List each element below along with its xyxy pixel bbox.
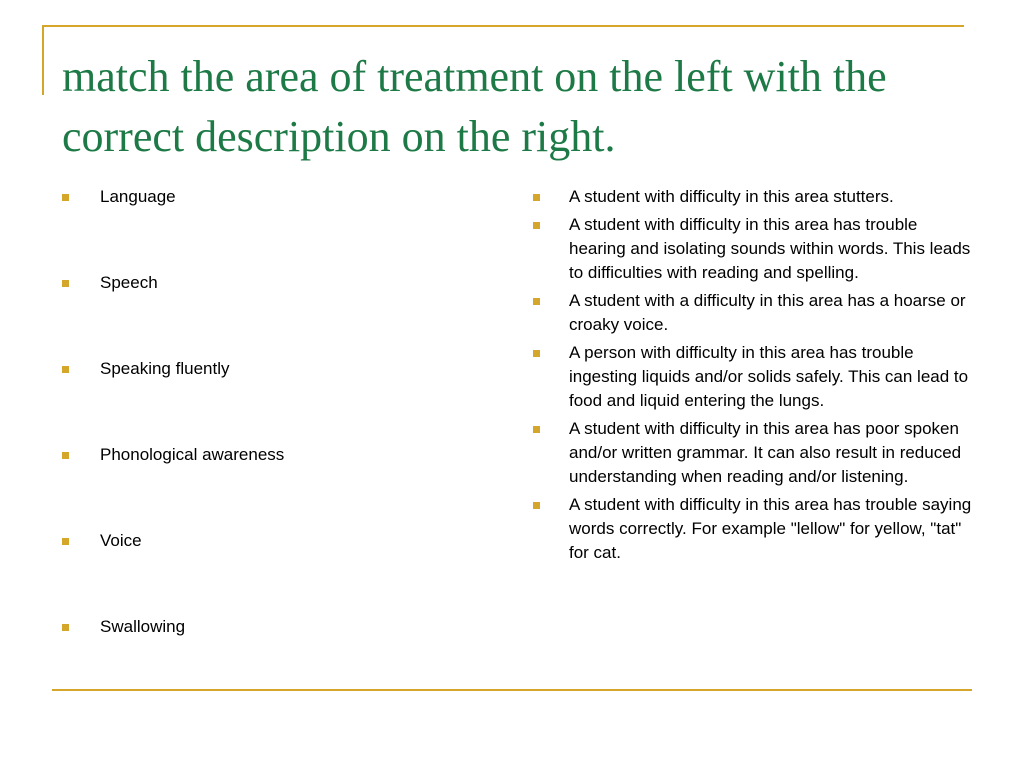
square-bullet-icon	[62, 194, 69, 201]
frame-bottom-rule	[52, 689, 972, 691]
area-label: Voice	[100, 531, 142, 550]
frame-top-rule	[42, 25, 964, 27]
square-bullet-icon	[62, 452, 69, 459]
slide-title: match the area of treatment on the left with the correct description on the right.	[62, 52, 887, 161]
area-label: Phonological awareness	[100, 445, 285, 464]
list-item	[533, 417, 973, 489]
frame-left-rule	[42, 25, 44, 95]
list-item	[62, 271, 482, 357]
description-list	[533, 185, 973, 569]
area-label: Speaking fluently	[100, 359, 230, 378]
square-bullet-icon	[62, 280, 69, 287]
list-item	[533, 289, 973, 337]
list-item	[62, 357, 482, 443]
area-label: Language	[100, 187, 176, 206]
list-item	[533, 341, 973, 413]
square-bullet-icon	[62, 366, 69, 373]
treatment-area-list	[62, 185, 482, 701]
list-item	[62, 529, 482, 615]
list-item	[62, 185, 482, 271]
square-bullet-icon	[533, 426, 540, 433]
list-item	[533, 213, 973, 285]
square-bullet-icon	[533, 194, 540, 201]
list-item	[62, 443, 482, 529]
description-text: A student with difficulty in this area has trouble saying words correctly. For example "lellow" for yellow, "tat" for cat.	[569, 495, 972, 562]
square-bullet-icon	[62, 538, 69, 545]
square-bullet-icon	[533, 222, 540, 229]
square-bullet-icon	[62, 624, 69, 631]
description-text: A student with difficulty in this area has trouble hearing and isolating sounds within words. This leads to difficulties with reading and spelling.	[569, 215, 971, 282]
square-bullet-icon	[533, 350, 540, 357]
square-bullet-icon	[533, 298, 540, 305]
description-text: A student with a difficulty in this area has a hoarse or croaky voice.	[569, 291, 966, 334]
list-item	[533, 493, 973, 565]
area-label: Speech	[100, 273, 158, 292]
list-item	[533, 185, 973, 209]
square-bullet-icon	[533, 502, 540, 509]
description-text: A student with difficulty in this area stutters.	[569, 187, 894, 206]
description-text: A person with difficulty in this area has trouble ingesting liquids and/or solids safely. This can lead to food and liquid entering the lungs.	[569, 343, 969, 410]
area-label: Swallowing	[100, 617, 186, 636]
description-text: A student with difficulty in this area has poor spoken and/or written grammar. It can also result in reduced understanding when reading and/or listening.	[569, 419, 962, 486]
